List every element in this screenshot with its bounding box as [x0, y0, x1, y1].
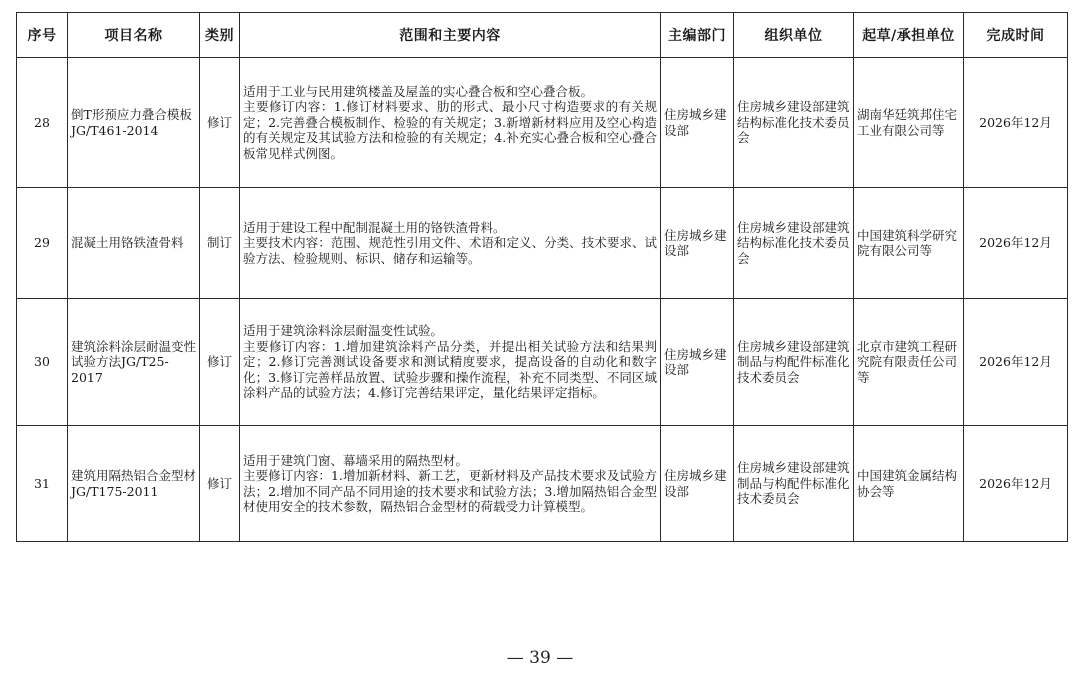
- cell-scope: [240, 58, 661, 188]
- cell-name: 建筑涂料涂层耐温变性试验方法JG/T25-2017: [68, 299, 200, 426]
- header-editor: 主编部门: [661, 13, 734, 58]
- cell-drafter: 中国建筑科学研究院有限公司等: [854, 188, 964, 299]
- table-row: [17, 299, 1068, 426]
- cell-editor: 住房城乡建设部: [661, 299, 734, 426]
- cell-drafter: 北京市建筑工程研究院有限责任公司等: [854, 299, 964, 426]
- scope-intro: 适用于建设工程中配制混凝土用的铬铁渣骨料。: [243, 219, 506, 235]
- header-scope: 范围和主要内容: [240, 13, 661, 58]
- cell-org: 住房城乡建设部建筑结构标准化技术委员会: [734, 58, 854, 188]
- cell-editor: 住房城乡建设部: [661, 188, 734, 299]
- table-row: [17, 426, 1068, 542]
- page-number: — 39 —: [506, 648, 574, 668]
- scope-intro: 适用于工业与民用建筑楼盖及屋盖的实心叠合板和空心叠合板。: [243, 83, 594, 99]
- cell-no: 29: [17, 188, 68, 299]
- table-row: [17, 58, 1068, 188]
- cell-name: 混凝土用铬铁渣骨料: [68, 188, 200, 299]
- header-date: 完成时间: [964, 13, 1068, 58]
- cell-type: 修订: [200, 426, 240, 542]
- cell-drafter: 中国建筑金属结构协会等: [854, 426, 964, 542]
- standards-table: [16, 12, 1068, 542]
- cell-date: 2026年12月: [964, 58, 1068, 188]
- header-type: 类别: [200, 13, 240, 58]
- scope-detail: 主要修订内容：1.增加新材料、新工艺，更新材料及产品技术要求及试验方法；2.增加不同产品不同用途的技术要求和试验方法；3.增加隔热铝合金型材使用安全的技术参数，隔热铝合金型材的荷载受力计算模型。: [243, 468, 657, 514]
- cell-org: 住房城乡建设部建筑结构标准化技术委员会: [734, 188, 854, 299]
- cell-org: 住房城乡建设部建筑制品与构配件标准化技术委员会: [734, 299, 854, 426]
- cell-date: 2026年12月: [964, 299, 1068, 426]
- scope-detail: 主要修订内容：1.增加建筑涂料产品分类，并提出相关试验方法和结果判定；2.修订完善测试设备要求和测试精度要求，提高设备的自动化和数字化；3.修订完善样品放置、试验步骤和操作流程，补充不同类型、不同区域涂料产品的试验方法；4.修订完善结果评定，量化结果评定指标。: [243, 338, 657, 401]
- cell-scope: [240, 299, 661, 426]
- cell-scope: [240, 188, 661, 299]
- cell-editor: 住房城乡建设部: [661, 58, 734, 188]
- header-drafter: 起草/承担单位: [854, 13, 964, 58]
- cell-scope: [240, 426, 661, 542]
- scope-intro: 适用于建筑门窗、幕墙采用的隔热型材。: [243, 452, 469, 468]
- cell-drafter: 湖南华廷筑邦住宅工业有限公司等: [854, 58, 964, 188]
- header-name: 项目名称: [68, 13, 200, 58]
- cell-no: 30: [17, 299, 68, 426]
- cell-name: 建筑用隔热铝合金型材JG/T175-2011: [68, 426, 200, 542]
- header-org: 组织单位: [734, 13, 854, 58]
- cell-type: 修订: [200, 58, 240, 188]
- table-row: [17, 188, 1068, 299]
- cell-name: 倒T形预应力叠合模板JG/T461-2014: [68, 58, 200, 188]
- cell-date: 2026年12月: [964, 188, 1068, 299]
- header-no: 序号: [17, 13, 68, 58]
- cell-editor: 住房城乡建设部: [661, 426, 734, 542]
- scope-intro: 适用于建筑涂料涂层耐温变性试验。: [243, 323, 444, 339]
- cell-type: 制订: [200, 188, 240, 299]
- cell-date: 2026年12月: [964, 426, 1068, 542]
- scope-detail: 主要修订内容：1.修订材料要求、肋的形式、最小尺寸构造要求的有关规定；2.完善叠合模板制作、检验的有关规定；3.新增新材料应用及空心构造的有关规定及其试验方法和检验的有关规定；4.补充实心叠合板和空心叠合板常见样式例图。: [243, 99, 657, 161]
- cell-no: 28: [17, 58, 68, 188]
- cell-org: 住房城乡建设部建筑制品与构配件标准化技术委员会: [734, 426, 854, 542]
- cell-type: 修订: [200, 299, 240, 426]
- header-row: [17, 13, 1068, 58]
- scope-detail: 主要技术内容：范围、规范性引用文件、术语和定义、分类、技术要求、试验方法、检验规则、标识、储存和运输等。: [243, 235, 657, 266]
- cell-no: 31: [17, 426, 68, 542]
